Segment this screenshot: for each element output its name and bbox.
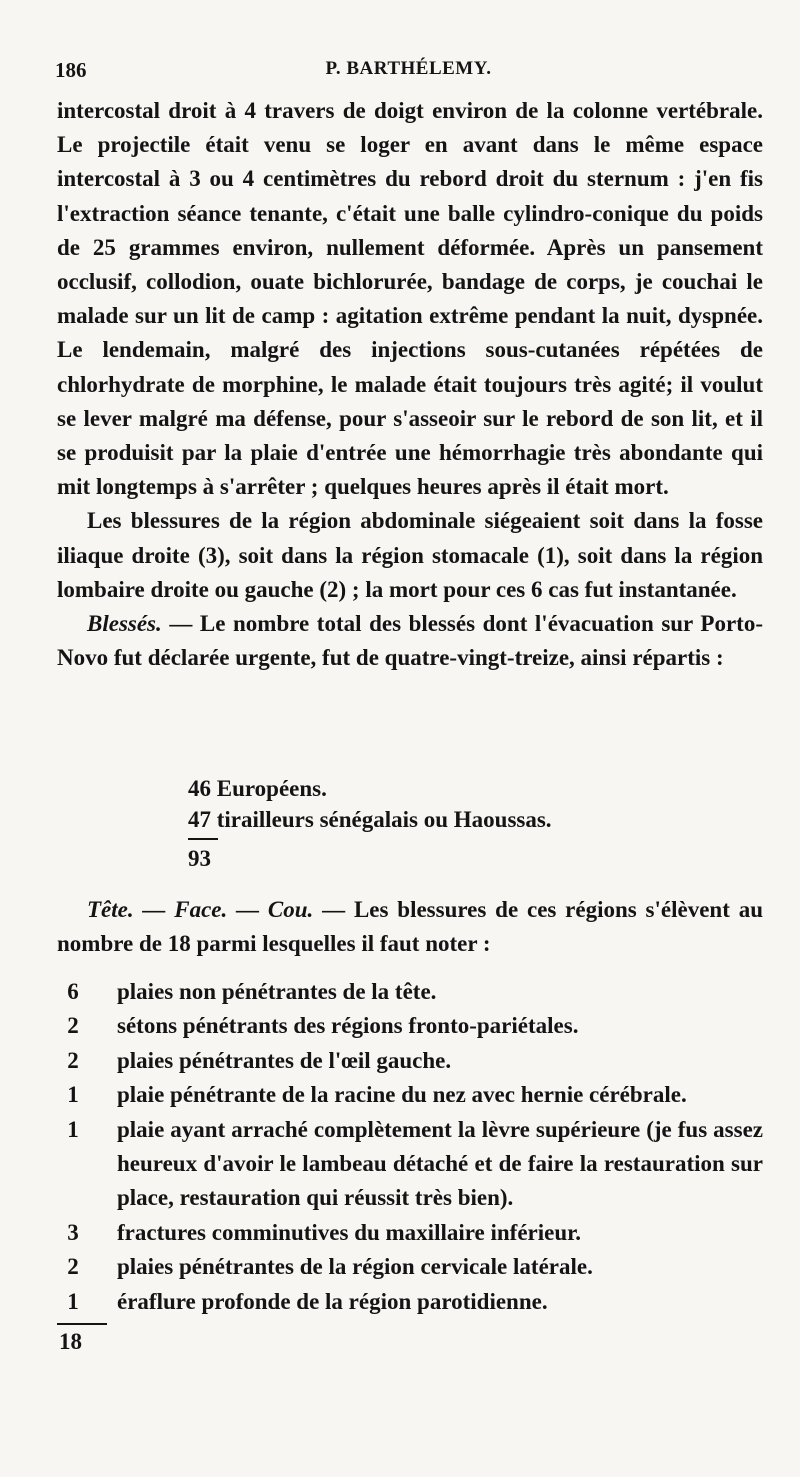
item-label: plaies pénétrantes de l'œil gauche. xyxy=(117,1047,452,1073)
paragraph-continued: intercostal droit à 4 travers de doigt environ de la colonne vertébrale. Le projectile était venu se loger en avant dans le même espace intercostal à 3 ou 4 centimètres du rebord droit du sternum : j'en fis l'extraction séance tenante, c'était une balle cylindro-conique du poids de 25 grammes environ, nullement déformée. Après un pansement occlusif, collodion, ouate bichlorurée, bandage de corps, je couchai le malade sur un lit de camp : agitation extrême pendant la nuit, dyspnée. Le lendemain, malgré des injections sous-cutanées répétées de chlorhydrate de morphine, le malade était toujours très agité; il voulut se lever malgré ma défense, pour s'asseoir sur le rebord de son lit, et il se produisit par la plaie d'entrée une hémorrhagie très abondante qui mit longtemps à s'arrêter ; quelques heures après il était mort. xyxy=(57,98,763,500)
list-item xyxy=(57,1009,763,1043)
item-count: 1 xyxy=(67,1288,79,1314)
paragraph-blesses xyxy=(57,607,763,675)
list-item xyxy=(57,1078,763,1112)
section-heading-tete: Tête. — Face. — Cou. xyxy=(87,897,314,922)
list-item xyxy=(57,975,763,1009)
item-label: fractures comminutives du maxillaire inférieur. xyxy=(117,1219,581,1245)
tally-label: Européens. xyxy=(216,776,327,801)
main-text xyxy=(57,94,763,675)
sum-rule xyxy=(57,1323,107,1325)
item-label: sétons pénétrants des régions fronto-pariétales. xyxy=(117,1013,579,1039)
tally-count: 47 xyxy=(188,807,211,832)
page-number: 186 xyxy=(55,58,87,82)
page-header xyxy=(55,58,762,88)
item-label: plaies non pénétrantes de la tête. xyxy=(117,979,437,1004)
item-count: 2 xyxy=(67,1254,79,1280)
item-count: 2 xyxy=(67,1047,79,1073)
tete-text: — Les blessures de ces régions s'élèvent au nombre de 18 parmi lesquelles il faut noter : xyxy=(57,897,763,957)
item-label: plaie ayant arraché complètement la lèvre supérieure (je fus assez heureux d'avoir le lambeau détaché et de faire la restauration sur place, restauration qui réussit très bien). xyxy=(117,1116,763,1211)
injury-total: 18 xyxy=(59,1329,82,1355)
item-count: 1 xyxy=(67,1082,79,1108)
tally-label: tirailleurs sénégalais ou Haoussas. xyxy=(216,807,552,832)
tally-row xyxy=(188,773,552,804)
item-label: plaies pénétrantes de la région cervicale latérale. xyxy=(117,1254,593,1280)
paragraph-tete xyxy=(57,893,763,961)
item-count: 2 xyxy=(67,1013,79,1039)
tally-row xyxy=(188,804,552,835)
tally-total: 93 xyxy=(188,846,211,871)
list-item xyxy=(57,1216,763,1250)
list-item xyxy=(57,1250,763,1284)
list-item xyxy=(57,1285,763,1319)
injury-list xyxy=(57,975,763,1357)
item-count: 6 xyxy=(67,979,79,1004)
casualty-tally xyxy=(188,773,552,874)
blesses-text: — Le nombre total des blessés dont l'évacuation sur Porto-Novo fut déclarée urgente, fut de quatre-vingt-treize, ainsi répartis : xyxy=(57,611,763,671)
item-label: plaie pénétrante de la racine du nez avec hernie cérébrale. xyxy=(117,1082,687,1108)
paragraph-abdominal: Les blessures de la région abdominale siégeaient soit dans la fosse iliaque droite (3), soit dans la région stomacale (1), soit dans la région lombaire droite ou gauche (2) ; la mort pour ces 6 cas fut instantanée. xyxy=(57,508,763,602)
section-heading-blesses: Blessés. xyxy=(87,611,162,637)
item-label: éraflure profonde de la région parotidienne. xyxy=(117,1288,548,1314)
head-face-neck-section xyxy=(57,893,763,961)
item-count: 1 xyxy=(67,1116,79,1142)
list-item xyxy=(57,1113,763,1216)
tally-count: 46 xyxy=(188,776,211,801)
list-item xyxy=(57,1044,763,1078)
running-head: P. BARTHÉLEMY. xyxy=(325,58,492,79)
sum-rule xyxy=(188,838,218,840)
item-count: 3 xyxy=(67,1219,79,1245)
